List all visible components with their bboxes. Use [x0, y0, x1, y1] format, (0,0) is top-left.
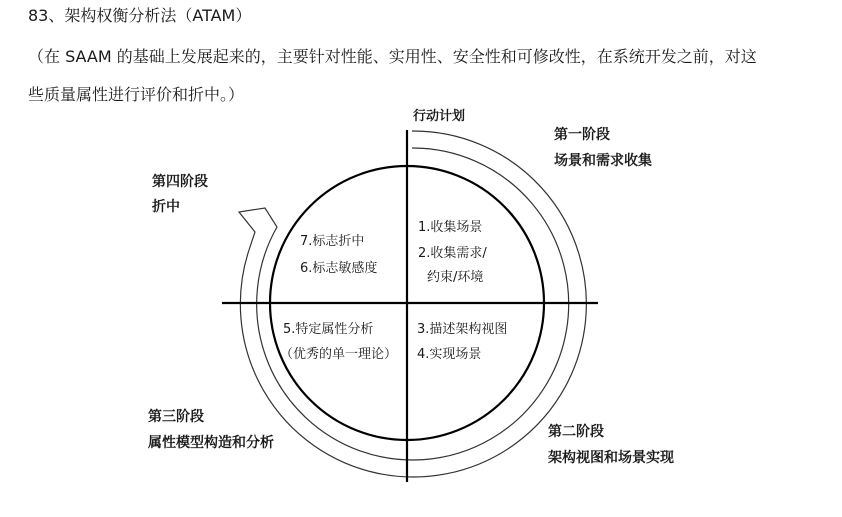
stage-4-name: 第四阶段	[152, 174, 208, 190]
step-identify-tradeoffs: 7.标志折中	[300, 234, 365, 249]
stage-1-name: 第一阶段	[554, 127, 610, 143]
stage-1-title: 场景和需求收集	[554, 153, 652, 169]
stage-3-title: 属性模型构造和分析	[148, 435, 274, 451]
step-identify-sensitivities: 6.标志敏感度	[300, 261, 378, 276]
stage-2-title: 架构视图和场景实现	[548, 450, 674, 466]
description-line-1: （在 SAAM 的基础上发展起来的，主要针对性能、实用性、安全性和可修改性，在系统开发之前，对这	[28, 47, 757, 66]
stage-3-name: 第三阶段	[148, 409, 204, 425]
step-constraints-environment: 约束/环境	[427, 270, 484, 285]
step-single-theory-note: （优秀的单一理论）	[280, 347, 398, 362]
page-title: 83、架构权衡分析法（ATAM）	[28, 6, 252, 25]
stage-2-name: 第二阶段	[548, 424, 604, 440]
step-collect-scenarios: 1.收集场景	[418, 220, 483, 235]
step-collect-requirements: 2.收集需求/	[418, 246, 487, 261]
description-line-2: 些质量属性进行评价和折中。）	[28, 85, 245, 104]
step-describe-architecture: 3.描述架构视图	[417, 322, 508, 337]
step-attribute-analysis: 5.特定属性分析	[283, 322, 374, 337]
axis-label-action-plan: 行动计划	[413, 109, 466, 124]
step-realize-scenarios: 4.实现场景	[417, 347, 482, 362]
stage-4-title: 折中	[152, 199, 180, 215]
